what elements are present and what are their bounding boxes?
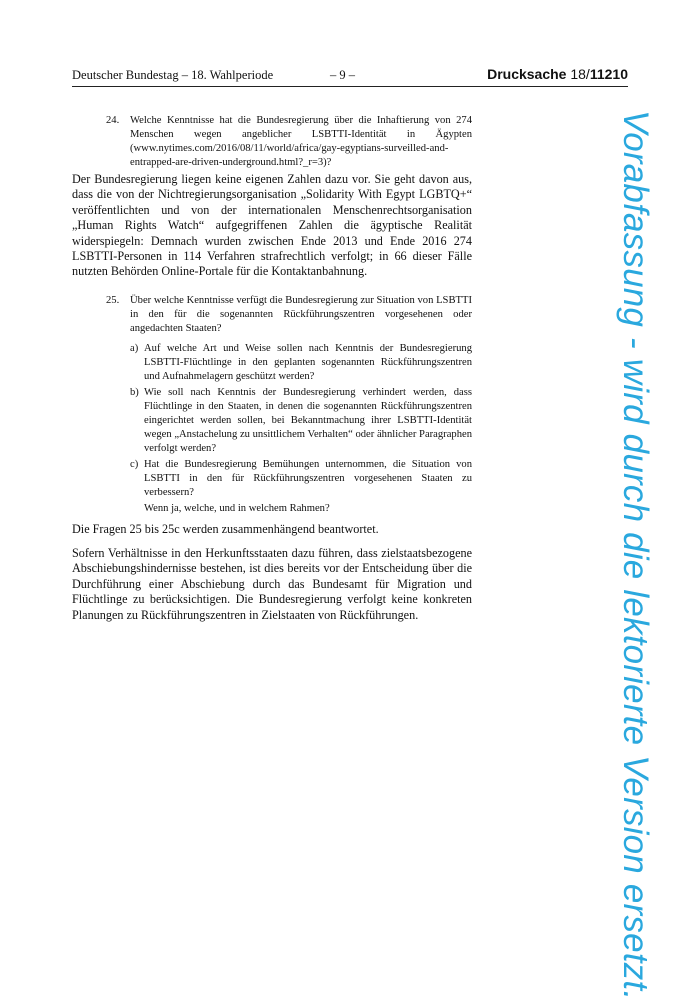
question-25a-text: Auf welche Art und Weise sollen nach Kenntnis der Bundesregierung LSBTTI-Flüchtlinge in den geplanten sogenannten Rückführungszentren und Aufnahmelagern geschützt werden? <box>144 343 472 382</box>
header-page-number: – 9 – <box>330 68 355 82</box>
answer-24: Der Bundesregierung liegen keine eigenen Zahlen dazu vor. Sie geht davon aus, dass die von der Nichtregierungsorganisation „Solidarity With Egypt LGBTQ+“ veröffentlichten und von der internationalen Menschenrechtsorganisation „Human Rights Watch“ aufgegriffenen Zahlen die ägyptische Realität widerspiegeln: Demnach wurden zwischen Ende 2013 und Ende 2016 274 LSBTTI-Personen in 114 Verfahren strafrechtlich verfolgt; in 66 dieser Fälle nutzten Behörden Online-Portale für die Kontaktanbahnung. <box>72 172 472 279</box>
page-header <box>72 66 628 87</box>
answer-25-intro: Die Fragen 25 bis 25c werden zusammenhängend beantwortet. <box>72 522 379 536</box>
question-25b-label: b) <box>130 387 139 398</box>
header-parliament-term: Deutscher Bundestag – 18. Wahlperiode <box>72 68 274 82</box>
answer-25: Sofern Verhältnisse in den Herkunftsstaaten dazu führen, dass zielstaatsbezogene Abschiebungshindernisse bestehen, ist dies bereits vor der Entscheidung über die Durchführung einer Abschiebung durch das Bundesamt für Migration und Flüchtlinge zu berücksichtigen. Die Bundesregierung verfolgt keine konkreten Planungen zu Rückführungszentren in Zielstaaten von Rückführungen. <box>72 546 472 622</box>
question-25c-text: Hat die Bundesregierung Bemühungen unternommen, die Situation von LSBTTI in den für Rückführungszentren vorgesehenen Staaten zu verbessern? <box>144 459 472 498</box>
question-25c-followup: Wenn ja, welche, und in welchem Rahmen? <box>144 503 330 514</box>
header-number-plain: 18/ <box>570 66 590 82</box>
question-24-number: 24. <box>106 115 120 126</box>
question-24-text: Welche Kenntnisse hat die Bundesregierung über die Inhaftierung von 274 Menschen wegen angeblicher LSBTTI-Identität in Ägypten (www.nytimes.com/2016/08/11/world/africa/gay-egyptians-surveilled-and-entrapped-are-driven-underground.html?_r=3)? <box>130 115 472 168</box>
header-document-number <box>487 66 628 82</box>
header-drucksache-label: Drucksache <box>487 66 567 82</box>
question-25-number: 25. <box>106 295 120 306</box>
question-25c-label: c) <box>130 459 139 470</box>
draft-watermark: Vorabfassung - wird durch die lektorierte Version ersetzt. <box>616 110 655 1000</box>
question-25-text: Über welche Kenntnisse verfügt die Bundesregierung zur Situation von LSBTTI in den für die sogenannten Rückführungszentren vorgesehenen oder angedachten Staaten? <box>130 295 472 334</box>
header-number-bold: 11210 <box>589 66 628 82</box>
question-25b-text: Wie soll nach Kenntnis der Bundesregierung verhindert werden, dass Flüchtlinge in den Staaten, in denen die sogenannten Rückführungszentren eingerichtet werden sollen, bei Bekanntmachung ihrer LSBTTI-Identität wegen „Anstachelung zu unsittlichem Verhalten“ oder ähnlicher Paragraphen verfolgt werden? <box>144 387 472 454</box>
question-25a-label: a) <box>130 343 139 354</box>
